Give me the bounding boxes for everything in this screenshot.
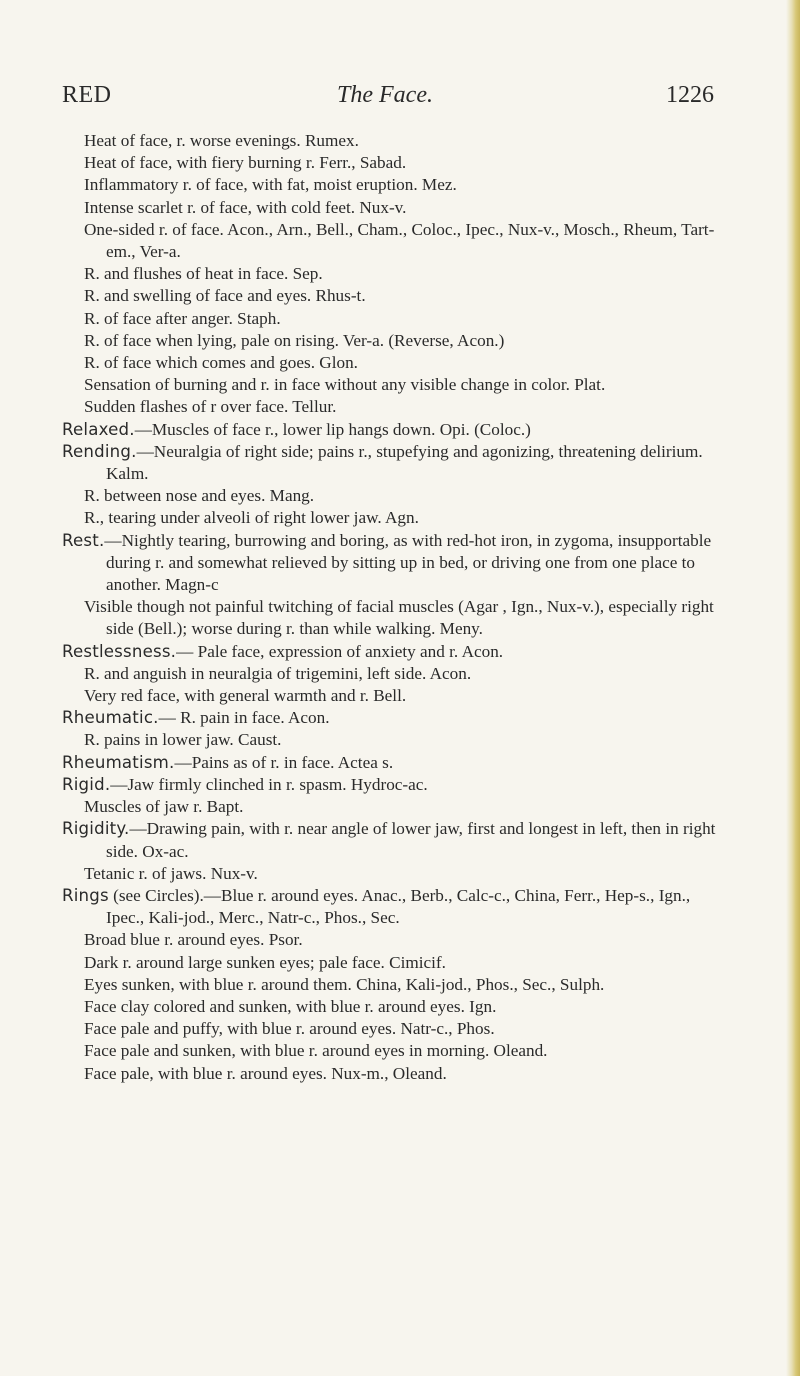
entry-line: [62, 374, 730, 396]
entry-text: Face pale and puffy, with blue r. around eyes. Natr-c., Phos.: [84, 1019, 495, 1039]
entry-text: Visible though not painful twitching of facial muscles (Agar , Ign., Nux-v.), especially right side (Bell.); worse during r. than while walking. Meny.: [84, 597, 714, 639]
entry-text: Sudden flashes of r over face. Tellur.: [84, 397, 337, 417]
rubric-entry: [62, 774, 730, 796]
page-number: 1226: [666, 82, 714, 108]
entry-text: R. and swelling of face and eyes. Rhus-t.: [84, 286, 366, 306]
rubric-text: —Muscles of face r., lower lip hangs down. Opi. (Coloc.): [134, 419, 531, 439]
rubric-text: —Pains as of r. in face. Actea s.: [174, 752, 394, 772]
running-header: [62, 82, 714, 112]
sub-entry: [62, 507, 730, 529]
entry-line: [62, 174, 730, 196]
entry-text: Eyes sunken, with blue r. around them. China, Kali-jod., Phos., Sec., Sulph.: [84, 974, 605, 994]
entry-text: R. of face which comes and goes. Glon.: [84, 353, 358, 373]
entry-text: Heat of face, r. worse evenings. Rumex.: [84, 131, 359, 150]
entry-line: [62, 263, 730, 285]
entry-line: [62, 796, 730, 818]
repertory-entries: [62, 130, 730, 1085]
rubric-heading: Relaxed.: [62, 419, 135, 439]
rubric-text: —Neuralgia of right side; pains r., stupefying and agonizing, threatening delirium. Kalm.: [106, 441, 703, 484]
entry-text: Face clay colored and sunken, with blue r. around eyes. Ign.: [84, 996, 497, 1016]
entry-line: [62, 396, 730, 418]
entry-line: [62, 929, 730, 951]
rubric-entry: [62, 752, 730, 774]
entry-text: Inflammatory r. of face, with fat, moist eruption. Mez.: [84, 175, 457, 195]
entry-text: Very red face, with general warmth and r. Bell.: [84, 686, 407, 706]
entry-text: Sensation of burning and r. in face without any visible change in color. Plat.: [84, 375, 606, 395]
entry-line: [62, 152, 730, 174]
rubric-entry: [62, 419, 730, 441]
entry-text: Muscles of jaw r. Bapt.: [84, 797, 244, 817]
entry-line: [62, 308, 730, 330]
entry-line: [62, 1018, 730, 1040]
entry-text: R. and anguish in neuralgia of trigemini, left side. Acon.: [84, 663, 472, 683]
rubric-entry: [62, 441, 730, 485]
entry-line: [62, 952, 730, 974]
entry-text: Intense scarlet r. of face, with cold feet. Nux-v.: [84, 197, 407, 217]
rubric-heading: Rheumatic.: [62, 708, 159, 728]
rubric-heading: Rings: [62, 885, 109, 905]
rubric-text: — Pale face, expression of anxiety and r. Acon.: [176, 641, 504, 661]
rubric-text: —Nightly tearing, burrowing and boring, as with red-hot iron, in zygoma, insupportable during r. and somewhat relieved by sitting up in bed, or driving one from one place to another. Magn-c: [104, 530, 712, 595]
entry-text: R. and flushes of heat in face. Sep.: [84, 264, 323, 284]
entry-line: [62, 685, 730, 707]
rubric-heading: Rest.: [62, 530, 105, 550]
rubric-heading: Rigidity.: [62, 819, 130, 839]
rubric-heading: Restlessness.: [62, 641, 177, 661]
header-section-label: RED: [62, 82, 112, 108]
entry-text: R. pains in lower jaw. Caust.: [84, 730, 282, 750]
entry-line: [62, 1063, 730, 1085]
page-edge: [786, 0, 800, 1376]
entry-text: Broad blue r. around eyes. Psor.: [84, 930, 303, 950]
entry-text: Face pale, with blue r. around eyes. Nux-m., Oleand.: [84, 1063, 447, 1083]
rubric-entry: [62, 707, 730, 729]
rubric-entry: [62, 641, 730, 663]
rubric-entry: [62, 530, 730, 597]
rubric-heading: Rigid.: [62, 774, 111, 794]
rubric-text: —Drawing pain, with r. near angle of lower jaw, first and longest in left, then in right side. Ox-ac.: [106, 819, 716, 861]
header-chapter-title: The Face.: [337, 82, 433, 108]
entry-line: [62, 197, 730, 219]
rubric-text: (see Circles).—Blue r. around eyes. Anac., Berb., Calc-c., China, Ferr., Hep-s., Ign., Ipec., Kali-jod., Merc., Natr-c., Phos., Sec.: [106, 885, 691, 928]
entry-text: R., tearing under alveoli of right lower jaw. Agn.: [84, 508, 419, 528]
entry-text: Tetanic r. of jaws. Nux-v.: [84, 863, 258, 883]
entry-line: [62, 219, 730, 263]
entry-text: Dark r. around large sunken eyes; pale face. Cimicif.: [84, 952, 446, 972]
rubric-heading: Rheumatism.: [62, 752, 175, 772]
rubric-entry: [62, 885, 730, 929]
entry-line: [62, 330, 730, 352]
entry-text: R. of face after anger. Staph.: [84, 308, 281, 328]
rubric-entry: [62, 818, 730, 862]
entry-line: [62, 1040, 730, 1062]
entry-text: R. between nose and eyes. Mang.: [84, 486, 315, 506]
entry-line: [62, 974, 730, 996]
entry-line: [62, 130, 730, 152]
sub-entry: [62, 663, 730, 685]
rubric-heading: Rending.: [62, 441, 137, 461]
entry-text: One-sided r. of face. Acon., Arn., Bell., Cham., Coloc., Ipec., Nux-v., Mosch., Rheum, Tart-em., Ver-a.: [84, 219, 715, 262]
entry-line: [62, 996, 730, 1018]
entry-line: [62, 285, 730, 307]
entry-line: [62, 352, 730, 374]
entry-line: [62, 863, 730, 885]
entry-text: Heat of face, with fiery burning r. Ferr., Sabad.: [84, 153, 407, 173]
rubric-text: — R. pain in face. Acon.: [158, 708, 330, 728]
sub-entry: [62, 729, 730, 751]
sub-entry: [62, 485, 730, 507]
entry-text: Face pale and sunken, with blue r. around eyes in morning. Oleand.: [84, 1041, 548, 1061]
entry-text: R. of face when lying, pale on rising. Ver-a. (Reverse, Acon.): [84, 330, 505, 350]
rubric-text: —Jaw firmly clinched in r. spasm. Hydroc-ac.: [110, 774, 428, 794]
entry-line: [62, 596, 730, 640]
